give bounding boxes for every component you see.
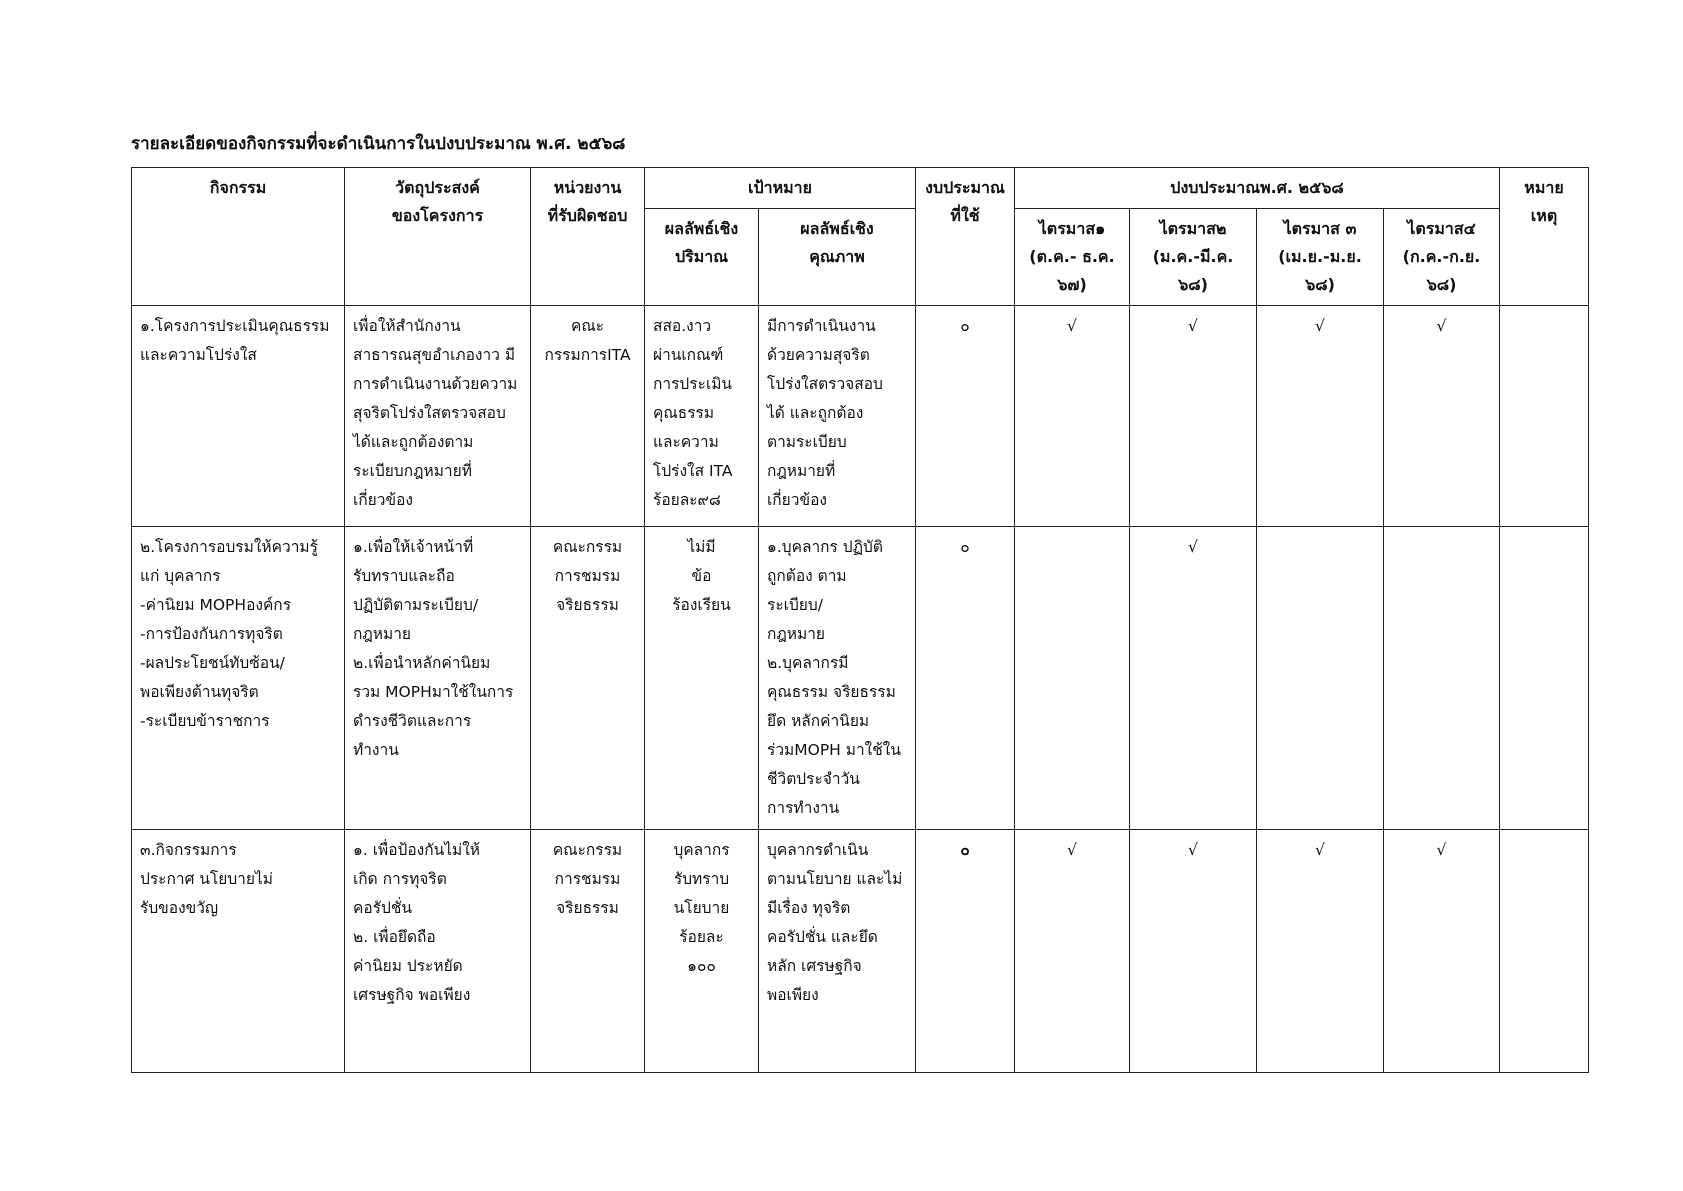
cell-quarter-1: √: [1015, 306, 1130, 527]
cell-quarter-3: [1257, 527, 1384, 830]
cell-quarter-3: √: [1257, 306, 1384, 527]
header-quarter-1: ไตรมาส๑ (ต.ค.- ธ.ค. ๖๗): [1015, 209, 1130, 306]
header-quarter-2: ไตรมาส๒ (ม.ค.-มี.ค. ๖๘): [1130, 209, 1257, 306]
cell-activity: ๓.กิจกรรมการ ประกาศ นโยบายไม่ รับของขวัญ: [132, 830, 345, 1073]
header-quarter-3: ไตรมาส ๓ (เม.ย.-ม.ย. ๖๘): [1257, 209, 1384, 306]
activity-plan-table: [131, 167, 1589, 1073]
cell-budget: ๐: [916, 830, 1015, 1073]
header-target: เป้าหมาย: [645, 168, 916, 209]
header-objective: วัตถุประสงค์ ของโครงการ: [345, 168, 531, 306]
cell-quarter-1: √: [1015, 830, 1130, 1073]
table-row: [132, 527, 1589, 830]
cell-target-quality: ๑.บุคลากร ปฏิบัติ ถูกต้อง ตาม ระเบียบ/ กฎหมาย ๒.บุคลากรมี คุณธรรม จริยธรรม ยึด หลักค่านิยม ร่วมMOPH มาใช้ใน ชีวิตประจำวัน การทำงาน: [759, 527, 916, 830]
cell-remark: [1500, 830, 1589, 1073]
cell-quarter-4: √: [1384, 830, 1500, 1073]
cell-objective: ๑. เพื่อป้องกันไม่ให้ เกิด การทุจริต คอรัปชั่น ๒. เพื่อยึดถือ ค่านิยม ประหยัด เศรษฐกิจ พอเพียง: [345, 830, 531, 1073]
header-fiscal-year: ปงบประมาณพ.ศ. ๒๕๖๘: [1015, 168, 1500, 209]
document-title: รายละเอียดของกิจกรรมที่จะดำเนินการในปงบประมาณ พ.ศ. ๒๕๖๘: [131, 134, 626, 154]
table-row: [132, 830, 1589, 1073]
cell-remark: [1500, 306, 1589, 527]
header-budget: งบประมาณ ที่ใช้: [916, 168, 1015, 306]
cell-quarter-1: [1015, 527, 1130, 830]
cell-budget: ๐: [916, 527, 1015, 830]
cell-target-quality: บุคลากรดำเนิน ตามนโยบาย และไม่ มีเรื่อง ทุจริต คอรัปชั่น และยึด หลัก เศรษฐกิจ พอเพียง: [759, 830, 916, 1073]
table-row: [132, 306, 1589, 527]
cell-activity: ๑.โครงการประเมินคุณธรรม และความโปร่งใส: [132, 306, 345, 527]
cell-budget: ๐: [916, 306, 1015, 527]
header-responsible-unit: หน่วยงาน ที่รับผิดชอบ: [531, 168, 645, 306]
cell-quarter-3: √: [1257, 830, 1384, 1073]
cell-target-quantity: สสอ.งาว ผ่านเกณฑ์ การประเมิน คุณธรรม และความ โปร่งใส ITA ร้อยละ๙๘: [645, 306, 759, 527]
header-remark: หมาย เหตุ: [1500, 168, 1589, 306]
header-activity: กิจกรรม: [132, 168, 345, 306]
cell-target-quality: มีการดำเนินงาน ด้วยความสุจริต โปร่งใสตรวจสอบ ได้ และถูกต้อง ตามระเบียบ กฎหมายที่ เกี่ยวข้อง: [759, 306, 916, 527]
cell-remark: [1500, 527, 1589, 830]
cell-objective: เพื่อให้สำนักงาน สาธารณสุขอำเภองาว มี การดำเนินงานด้วยความ สุจริตโปร่งใสตรวจสอบ ได้และถูกต้องตาม ระเบียบกฎหมายที่ เกี่ยวข้อง: [345, 306, 531, 527]
cell-target-quantity: บุคลากร รับทราบ นโยบาย ร้อยละ ๑๐๐: [645, 830, 759, 1073]
cell-objective: ๑.เพื่อให้เจ้าหน้าที่ รับทราบและถือ ปฏิบัติตามระเบียบ/ กฎหมาย ๒.เพื่อนำหลักค่านิยม รวม MOPHมาใช้ในการ ดำรงชีวิตและการ ทำงาน: [345, 527, 531, 830]
cell-target-quantity: ไม่มี ข้อ ร้องเรียน: [645, 527, 759, 830]
header-target-quality: ผลลัพธ์เชิง คุณภาพ: [759, 209, 916, 306]
cell-quarter-2: √: [1130, 306, 1257, 527]
cell-quarter-4: [1384, 527, 1500, 830]
header-target-quantity: ผลลัพธ์เชิง ปริมาณ: [645, 209, 759, 306]
cell-responsible-unit: คณะกรรม การชมรม จริยธรรม: [531, 830, 645, 1073]
header-quarter-4: ไตรมาส๔ (ก.ค.-ก.ย. ๖๘): [1384, 209, 1500, 306]
cell-responsible-unit: คณะกรรม การชมรม จริยธรรม: [531, 527, 645, 830]
header-row-1: [132, 168, 1589, 209]
cell-quarter-4: √: [1384, 306, 1500, 527]
cell-activity: ๒.โครงการอบรมให้ความรู้ แก่ บุคลากร -ค่านิยม MOPHองค์กร -การป้องกันการทุจริต -ผลประโยชน์ทับซ้อน/ พอเพียงต้านทุจริต -ระเบียบข้าราชการ: [132, 527, 345, 830]
cell-quarter-2: √: [1130, 830, 1257, 1073]
cell-quarter-2: √: [1130, 527, 1257, 830]
cell-responsible-unit: คณะ กรรมการITA: [531, 306, 645, 527]
